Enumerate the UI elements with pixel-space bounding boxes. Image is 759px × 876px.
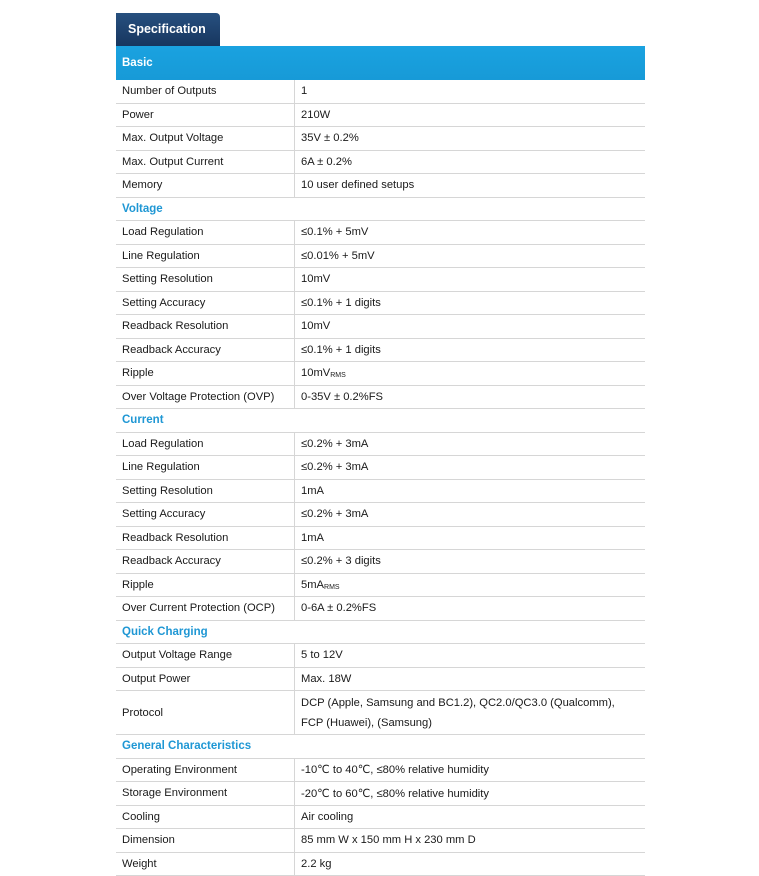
spec-label: Line Regulation — [116, 244, 295, 268]
current-section-row — [116, 409, 645, 433]
spec-label: Over Voltage Protection (OVP) — [116, 385, 295, 409]
spec-label: Ripple — [116, 573, 295, 597]
spec-value: 0-35V ± 0.2%FS — [295, 385, 646, 409]
general-section-header: General Characteristics — [116, 735, 645, 759]
spec-label: Setting Resolution — [116, 479, 295, 503]
spec-value: 1mA — [295, 526, 646, 550]
spec-value: 35V ± 0.2% — [295, 127, 646, 151]
basic-section-header: Basic — [116, 46, 645, 80]
spec-value — [295, 691, 646, 735]
spec-value: 1 — [295, 80, 646, 103]
spec-label: Setting Accuracy — [116, 503, 295, 527]
table-row — [116, 526, 645, 550]
spec-value: Air cooling — [295, 805, 646, 829]
spec-label: Operating Environment — [116, 758, 295, 782]
spec-value: Max. 18W — [295, 667, 646, 691]
table-row — [116, 550, 645, 574]
table-row — [116, 456, 645, 480]
spec-value: ≤0.1% + 1 digits — [295, 338, 646, 362]
spec-value: 10 user defined setups — [295, 174, 646, 198]
spec-label: Load Regulation — [116, 432, 295, 456]
table-row — [116, 667, 645, 691]
table-row — [116, 362, 645, 386]
spec-label: Memory — [116, 174, 295, 198]
spec-label: Protocol — [116, 691, 295, 735]
spec-value: ≤0.2% + 3mA — [295, 503, 646, 527]
spec-value: 0-6A ± 0.2%FS — [295, 597, 646, 621]
spec-label: Cooling — [116, 805, 295, 829]
specification-tab: Specification — [116, 13, 220, 46]
specification-panel — [116, 13, 645, 876]
rms-subscript: RMS — [324, 583, 340, 591]
spec-value — [295, 573, 646, 597]
table-row — [116, 691, 645, 735]
current-section-header: Current — [116, 409, 645, 433]
table-row — [116, 315, 645, 339]
spec-value: 5 to 12V — [295, 644, 646, 668]
spec-value: ≤0.2% + 3 digits — [295, 550, 646, 574]
table-row — [116, 479, 645, 503]
spec-label: Readback Resolution — [116, 526, 295, 550]
spec-value — [295, 362, 646, 386]
spec-label: Output Power — [116, 667, 295, 691]
spec-value: ≤0.1% + 5mV — [295, 221, 646, 245]
spec-value: ≤0.2% + 3mA — [295, 432, 646, 456]
table-row — [116, 103, 645, 127]
table-row — [116, 758, 645, 782]
protocol-line-1: DCP (Apple, Samsung and BC1.2), QC2.0/QC3.0 (Qualcomm), — [301, 696, 615, 709]
table-row — [116, 597, 645, 621]
quick-charging-section-row — [116, 620, 645, 644]
table-row — [116, 80, 645, 103]
protocol-line-2: FCP (Huawei), (Samsung) — [301, 716, 432, 729]
voltage-section-row — [116, 197, 645, 221]
spec-label: Load Regulation — [116, 221, 295, 245]
spec-label: Setting Resolution — [116, 268, 295, 292]
table-row — [116, 150, 645, 174]
spec-label: Line Regulation — [116, 456, 295, 480]
spec-label: Readback Resolution — [116, 315, 295, 339]
spec-value: ≤0.2% + 3mA — [295, 456, 646, 480]
ripple-value: 5mA — [301, 578, 325, 591]
spec-value: 2.2 kg — [295, 852, 646, 876]
table-row — [116, 782, 645, 806]
voltage-section-header: Voltage — [116, 197, 645, 221]
table-row — [116, 127, 645, 151]
table-row — [116, 385, 645, 409]
spec-label: Ripple — [116, 362, 295, 386]
spec-value: 1mA — [295, 479, 646, 503]
spec-label: Output Voltage Range — [116, 644, 295, 668]
spec-label: Number of Outputs — [116, 80, 295, 103]
spec-value: -20℃ to 60℃, ≤80% relative humidity — [295, 782, 646, 806]
table-row — [116, 573, 645, 597]
table-row — [116, 174, 645, 198]
spec-label: Over Current Protection (OCP) — [116, 597, 295, 621]
rms-subscript: RMS — [330, 372, 346, 380]
table-row — [116, 432, 645, 456]
spec-label: Setting Accuracy — [116, 291, 295, 315]
spec-label: Max. Output Voltage — [116, 127, 295, 151]
table-row — [116, 852, 645, 876]
table-row — [116, 221, 645, 245]
spec-value: ≤0.01% + 5mV — [295, 244, 646, 268]
spec-value: ≤0.1% + 1 digits — [295, 291, 646, 315]
spec-label: Weight — [116, 852, 295, 876]
table-row — [116, 805, 645, 829]
table-row — [116, 644, 645, 668]
spec-label: Dimension — [116, 829, 295, 853]
spec-label: Max. Output Current — [116, 150, 295, 174]
spec-value: 10mV — [295, 315, 646, 339]
table-row — [116, 829, 645, 853]
spec-value: -10℃ to 40℃, ≤80% relative humidity — [295, 758, 646, 782]
spec-value: 85 mm W x 150 mm H x 230 mm D — [295, 829, 646, 853]
table-row — [116, 503, 645, 527]
quick-charging-section-header: Quick Charging — [116, 620, 645, 644]
spec-value: 6A ± 0.2% — [295, 150, 646, 174]
spec-value: 10mV — [295, 268, 646, 292]
spec-label: Readback Accuracy — [116, 338, 295, 362]
spec-value: 210W — [295, 103, 646, 127]
spec-label: Power — [116, 103, 295, 127]
spec-label: Storage Environment — [116, 782, 295, 806]
general-section-row — [116, 735, 645, 759]
table-row — [116, 338, 645, 362]
spec-table — [116, 80, 645, 876]
spec-label: Readback Accuracy — [116, 550, 295, 574]
table-row — [116, 291, 645, 315]
ripple-value: 10mV — [301, 367, 331, 380]
table-row — [116, 268, 645, 292]
table-row — [116, 244, 645, 268]
